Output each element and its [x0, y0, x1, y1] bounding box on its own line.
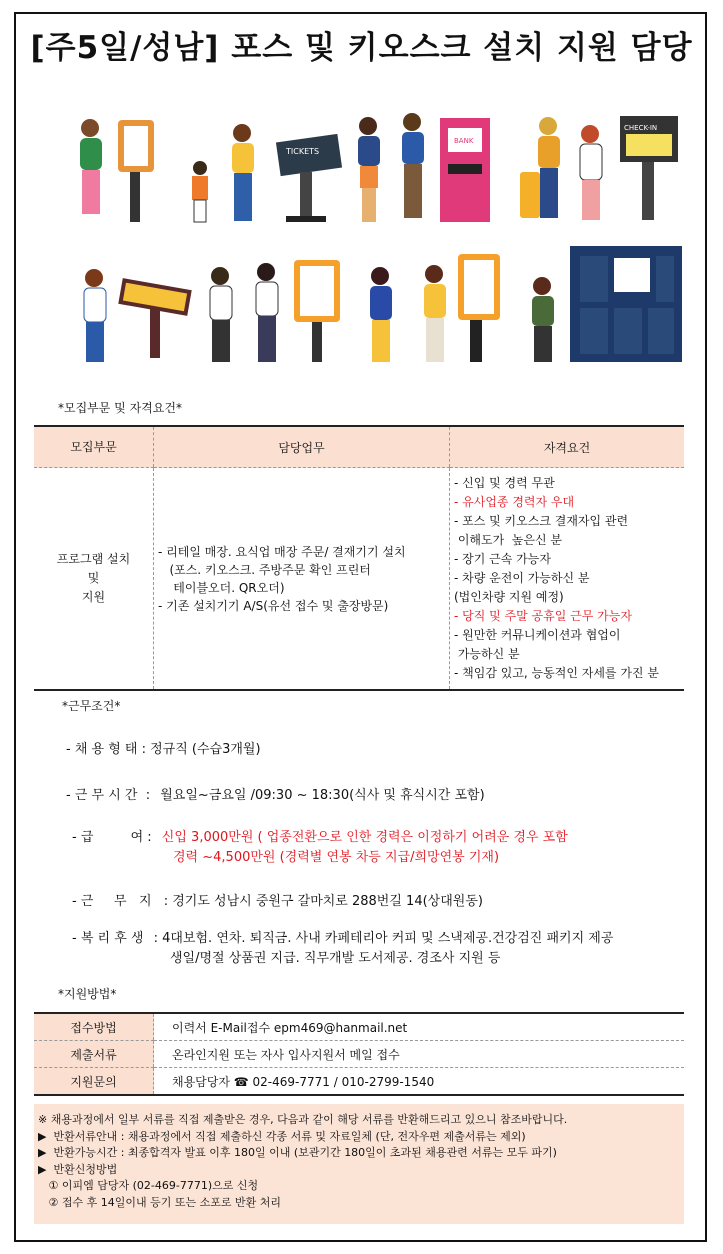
section-apply-heading: *지원방법*: [58, 987, 117, 1001]
header-dept: 모집부문: [34, 426, 154, 468]
employment-type: - 채 용 형 태 : 정규직 (수습3개월): [66, 742, 261, 757]
apply-value: 이력서 E-Mail접수 epm469@hanmail.net: [154, 1013, 685, 1041]
apply-label: 제출서류: [34, 1041, 154, 1068]
kiosk-user-1: [80, 119, 154, 222]
family-group: [192, 124, 254, 222]
notice-line: ① 이피엠 담당자 (02-469-7771)으로 신청: [38, 1179, 259, 1192]
kiosk-illustration: [50, 108, 690, 378]
apply-value: 채용담당자 ☎ 02-469-7771 / 010-2799-1540: [154, 1068, 685, 1096]
salary: - 급 여 : 신입 3,000만원 ( 업종전환으로 인한 경력은 이정하기 어려운 경우 포함: [72, 830, 568, 845]
atm-user: [402, 113, 490, 222]
qual-line: - 장기 근속 가능자: [454, 552, 551, 566]
people-pair: [370, 265, 446, 362]
return-notice: [34, 1104, 684, 1224]
salary-career: 경력 ~4,500만원 (경력별 연봉 차등 지급/희망연봉 기재): [173, 850, 500, 865]
work-hours: - 근 무 시 간 : 월요일~금요일 /09:30 ~ 18:30(식사 및 휴식시간 포함): [66, 788, 485, 803]
apply-value: 온라인지원 또는 자사 입사지원서 메일 접수: [154, 1041, 685, 1068]
section-requirements-heading: *모집부문 및 자격요건*: [58, 401, 182, 415]
orange-shirt-person: [358, 117, 380, 222]
apply-label: 접수방법: [34, 1013, 154, 1041]
qual-line: - 책임감 있고, 능동적인 자세를 가진 분: [454, 666, 659, 680]
apply-label: 지원문의: [34, 1068, 154, 1096]
menu-kiosk: [294, 260, 340, 362]
qual-line: (법인차량 지원 예정): [454, 590, 564, 604]
svg-text:BANK: BANK: [454, 137, 474, 145]
header-qualifications: 자격요건: [450, 426, 685, 468]
work-location: - 근 무 지 : 경기도 성남시 중원구 갈마치로 288번길 14(상대원동): [72, 894, 483, 909]
locker-kiosk: [532, 246, 682, 362]
traveler-group: [520, 116, 678, 220]
ticket-kiosk: [276, 134, 342, 222]
benefits: - 복 리 후 생 : 4대보험. 연차. 퇴직금. 사내 카페테리아 커피 및 스낵제공.건강검진 패키지 제공: [72, 931, 614, 946]
apply-table: [34, 1012, 684, 1096]
qual-line: 이해도가 높은신 분: [454, 533, 562, 547]
svg-text:CHECK-IN: CHECK-IN: [624, 124, 658, 132]
qualifications-cell: [450, 468, 685, 691]
svg-text:TICKETS: TICKETS: [286, 147, 320, 156]
duties-cell: - 리테일 매장. 요식업 매장 주문/ 결재기기 설치 (포스. 키오스크. 주방주문 확인 프린터 테이블오더. QR오더) - 기존 설치기기 A/S(유선 접수 및 출장방문): [154, 468, 450, 691]
qual-line: - 원만한 커뮤니케이션과 협업이: [454, 628, 621, 642]
qual-line: 가능하신 분: [454, 647, 520, 661]
qual-line: - 신입 및 경력 무관: [454, 476, 555, 490]
qual-line: - 유사업종 경력자 우대: [454, 495, 575, 509]
requirements-table: [34, 425, 684, 691]
notice-line: ② 접수 후 14일이내 등기 또는 소포로 반환 처리: [38, 1195, 281, 1209]
qual-line: - 당직 및 주말 공휴일 근무 가능자: [454, 609, 632, 623]
notice-line: ▶ 반환신청방법: [38, 1162, 118, 1176]
page-title: [주5일/성남] 포스 및 키오스크 설치 지원 담당: [30, 30, 693, 66]
section-conditions-heading: *근무조건*: [62, 699, 121, 713]
qual-line: - 포스 및 키오스크 결재자입 관련: [454, 514, 629, 528]
order-kiosk: [458, 254, 500, 362]
header-duties: 담당업무: [154, 426, 450, 468]
notice-line: ※ 채용과정에서 일부 서류를 직접 제출받은 경우, 다음과 같이 해당 서류를 반환해드리고 있으니 참조바랍니다.: [38, 1113, 568, 1126]
qual-line: - 차량 운전이 가능하신 분: [454, 571, 590, 585]
notice-line: ▶ 반환서류안내 : 채용과정에서 직접 제출하신 각종 서류 및 자료일체 (단, 전자우편 제출서류는 제외): [38, 1129, 526, 1143]
dept-cell: 프로그램 설치 및 지원: [34, 468, 154, 691]
benefits-cont: 생일/명절 상품권 지급. 직무개발 도서제공. 경조사 지원 등: [170, 951, 501, 966]
notice-line: ▶ 반환가능시간 : 최종합격자 발표 이후 180일 이내 (보관기간 180일이 초과된 채용관련 서류는 모두 파기): [38, 1146, 557, 1159]
shoppers-group: [210, 263, 278, 362]
kiosk-user-2: [84, 269, 192, 362]
